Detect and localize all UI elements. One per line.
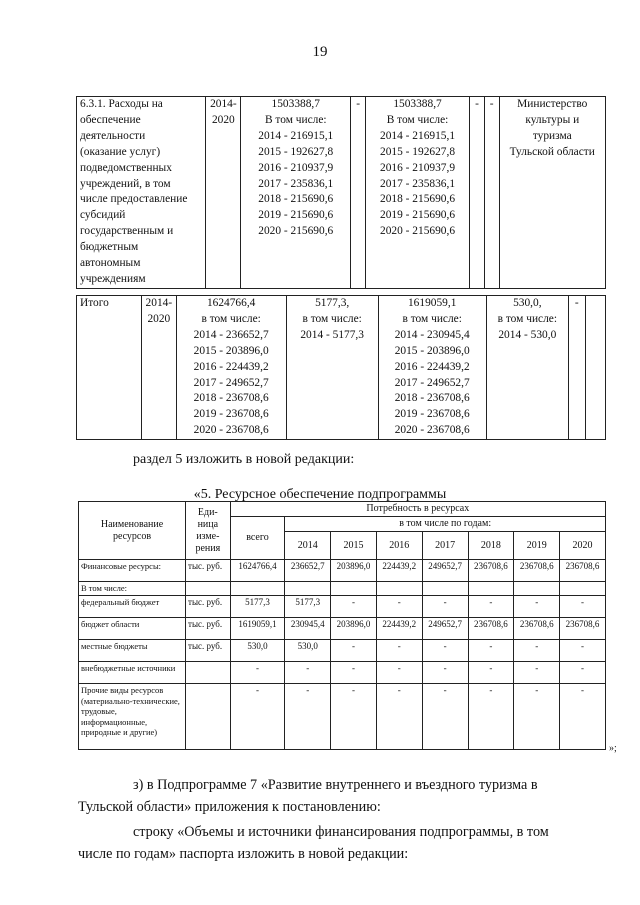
name-line: государственным и <box>80 225 174 238</box>
section-title: «5. Ресурсное обеспечение подпрограммы <box>193 487 447 502</box>
local-line: в том числе: <box>497 312 557 325</box>
total-line: 2019 - 236708,6 <box>193 408 269 421</box>
regional-line: 2018 - 215690,6 <box>380 193 456 206</box>
total-table-row <box>76 295 606 440</box>
row-value <box>422 582 468 596</box>
total-line: 2014 - 216915,1 <box>258 129 334 142</box>
row-value: - <box>376 662 422 684</box>
row-unit: тыс. руб. <box>186 618 231 640</box>
row-value: 236708,6 <box>514 560 560 582</box>
name-line: автономным <box>80 257 141 270</box>
row-value: 5177,3 <box>285 596 331 618</box>
other-cell: - <box>484 97 499 289</box>
total-line: 2016 - 210937,9 <box>258 161 334 174</box>
total-line: 2020 - 236708,6 <box>193 424 269 437</box>
row-value: - <box>468 596 514 618</box>
header-year: 2018 <box>468 532 514 560</box>
table-row <box>79 640 606 662</box>
row-name: В том числе: <box>79 582 186 596</box>
row-total: - <box>230 684 285 750</box>
row-value: - <box>285 684 331 750</box>
row-value: - <box>514 684 560 750</box>
row-name-cell <box>77 97 206 289</box>
federal-line: 2014 - 5177,3 <box>300 328 364 341</box>
row-value: - <box>514 640 560 662</box>
row-name: Финансовые ресурсы: <box>79 560 186 582</box>
table-row <box>79 662 606 684</box>
row-value: 249652,7 <box>422 618 468 640</box>
federal-line: в том числе: <box>302 312 362 325</box>
period-cell <box>206 97 241 289</box>
period-line: 2014- <box>145 297 173 309</box>
page-number: 19 <box>312 44 328 60</box>
executor-line: культуры и <box>525 113 580 126</box>
header-year: 2019 <box>514 532 560 560</box>
total-line: 2014 - 236652,7 <box>193 328 269 341</box>
row-value: 224439,2 <box>376 560 422 582</box>
row-value: - <box>422 640 468 662</box>
row-value: 236708,6 <box>468 618 514 640</box>
header-year: 2017 <box>422 532 468 560</box>
regional-line: 2019 - 236708,6 <box>394 408 470 421</box>
name-line: бюджетным <box>80 241 139 254</box>
header-year: 2016 <box>376 532 422 560</box>
row-value <box>560 582 606 596</box>
row-value <box>514 582 560 596</box>
row-value: 203896,0 <box>331 618 377 640</box>
row-value: 236708,6 <box>468 560 514 582</box>
table-row <box>79 560 606 582</box>
row-value <box>285 582 331 596</box>
row-value: - <box>331 596 377 618</box>
row-unit: тыс. руб. <box>186 596 231 618</box>
total-line: 1503388,7 <box>271 98 320 110</box>
name-line: (оказание услуг) <box>80 145 161 158</box>
table-row <box>79 596 606 618</box>
row-value: - <box>560 662 606 684</box>
regional-line: 2014 - 216915,1 <box>380 129 456 142</box>
row-value: 224439,2 <box>376 618 422 640</box>
row-unit <box>186 582 231 596</box>
expenses-table-row <box>76 96 606 289</box>
row-value: - <box>331 640 377 662</box>
regional-line: 2018 - 236708,6 <box>394 392 470 405</box>
regional-line: 2014 - 230945,4 <box>394 328 470 341</box>
other-cell: - <box>568 296 585 440</box>
period-line: 2020 <box>211 113 235 126</box>
total-line: 1624766,4 <box>206 297 256 309</box>
row-value: - <box>376 684 422 750</box>
row-value: - <box>331 684 377 750</box>
empty-cell <box>585 296 605 440</box>
federal-cell <box>286 296 378 440</box>
row-value: 203896,0 <box>331 560 377 582</box>
executor-line: туризма <box>532 129 572 142</box>
row-value: - <box>560 596 606 618</box>
row-name: бюджет области <box>79 618 186 640</box>
total-line: 2015 - 192627,8 <box>258 145 334 158</box>
closing-quote: »; <box>609 743 617 754</box>
table-row <box>79 618 606 640</box>
total-line: 2020 - 215690,6 <box>258 225 334 238</box>
paragraph-z-line1: з) в Подпрограмме 7 «Развитие внутреннего и въездного туризма в <box>133 777 538 793</box>
period-line: 2020 <box>147 312 171 325</box>
regional-cell <box>365 97 469 289</box>
total-line: 2018 - 236708,6 <box>193 392 269 405</box>
total-line: 2017 - 249652,7 <box>193 376 269 389</box>
name-line: деятельности <box>80 129 146 142</box>
row-value: - <box>422 684 468 750</box>
row-value: - <box>376 596 422 618</box>
row-name: местные бюджеты <box>79 640 186 662</box>
row-value: - <box>468 662 514 684</box>
name-line: субсидий <box>80 209 126 222</box>
total-cell <box>241 97 351 289</box>
total-line: 2016 - 224439,2 <box>193 360 269 373</box>
regional-line: 2017 - 235836,1 <box>380 177 456 190</box>
resources-table <box>78 501 606 750</box>
name-line: числе предоставление <box>80 193 188 206</box>
row-value: - <box>422 596 468 618</box>
row-value: - <box>560 684 606 750</box>
itogo-cell: Итого <box>77 296 142 440</box>
row-total: 530,0 <box>230 640 285 662</box>
executor-cell <box>499 97 605 289</box>
table-row <box>79 684 606 750</box>
total-cell <box>176 296 286 440</box>
row-value: - <box>514 596 560 618</box>
row-total <box>230 582 285 596</box>
local-line: 2014 - 530,0 <box>498 328 557 341</box>
row-total: - <box>230 662 285 684</box>
row-name: внебюджетные источники <box>79 662 186 684</box>
total-line: В том числе: <box>264 113 327 126</box>
period-cell <box>141 296 176 440</box>
header-year: 2020 <box>560 532 606 560</box>
unit-line: изме- <box>196 530 220 542</box>
header-unit <box>186 502 231 560</box>
paragraph-z-line2: Тульской области» приложения к постановлению: <box>78 799 381 815</box>
regional-line: 2020 - 236708,6 <box>394 424 470 437</box>
row-value <box>376 582 422 596</box>
unit-line: Еди- <box>197 506 218 518</box>
total-line: 2018 - 215690,6 <box>258 193 334 206</box>
regional-line: 2015 - 192627,8 <box>380 145 456 158</box>
executor-line: Тульской области <box>509 145 595 158</box>
paragraph-str-line1: строку «Объемы и источники финансирования подпрограммы, в том <box>133 824 549 840</box>
row-value: 249652,7 <box>422 560 468 582</box>
regional-line: в том числе: <box>402 312 462 325</box>
regional-line: 2019 - 215690,6 <box>380 209 456 222</box>
row-value: - <box>468 640 514 662</box>
header-name: Наименование ресурсов <box>79 502 186 560</box>
executor-line: Министерство <box>517 98 588 110</box>
row-name: Прочие виды ресурсов (материально-технические, трудовые, информационные, природные и другие) <box>79 684 186 750</box>
header-year: 2015 <box>331 532 377 560</box>
table-row <box>79 582 606 596</box>
total-line: 2015 - 203896,0 <box>193 344 269 357</box>
row-total: 1619059,1 <box>230 618 285 640</box>
row-total: 5177,3 <box>230 596 285 618</box>
row-value: - <box>376 640 422 662</box>
unit-line: рения <box>195 542 221 554</box>
row-value: - <box>285 662 331 684</box>
total-line: в том числе: <box>201 312 261 325</box>
row-unit: тыс. руб. <box>186 640 231 662</box>
row-value: 530,0 <box>285 640 331 662</box>
regional-line: 1503388,7 <box>393 98 442 110</box>
row-value: - <box>468 684 514 750</box>
total-line: 2017 - 235836,1 <box>258 177 334 190</box>
regional-line: 2016 - 224439,2 <box>394 360 470 373</box>
regional-line: 1619059,1 <box>407 297 457 309</box>
name-line: обеспечение <box>80 113 141 126</box>
name-line: учреждениям <box>80 272 146 285</box>
row-value: 236652,7 <box>285 560 331 582</box>
regional-line: 2020 - 215690,6 <box>380 225 456 238</box>
federal-cell: - <box>351 97 366 289</box>
row-value: - <box>514 662 560 684</box>
row-name: федеральный бюджет <box>79 596 186 618</box>
row-value <box>468 582 514 596</box>
name-line: подведомственных <box>80 161 172 174</box>
row-value: 236708,6 <box>560 618 606 640</box>
header-by-years: в том числе по годам: <box>285 517 606 532</box>
local-cell <box>486 296 568 440</box>
regional-line: 2016 - 210937,9 <box>380 161 456 174</box>
total-line: 2019 - 215690,6 <box>258 209 334 222</box>
row-value <box>331 582 377 596</box>
local-cell: - <box>470 97 485 289</box>
regional-cell <box>378 296 486 440</box>
row-unit <box>186 684 231 750</box>
row-value: 230945,4 <box>285 618 331 640</box>
row-value: - <box>560 640 606 662</box>
local-line: 530,0, <box>513 297 542 309</box>
paragraph-str-line2: числе по годам» паспорта изложить в новой редакции: <box>78 846 409 862</box>
regional-line: 2017 - 249652,7 <box>394 376 470 389</box>
name-line: 6.3.1. Расходы на <box>80 98 163 110</box>
row-value: 236708,6 <box>560 560 606 582</box>
federal-line: 5177,3, <box>315 297 350 309</box>
row-value: - <box>331 662 377 684</box>
header-year: 2014 <box>285 532 331 560</box>
header-need: Потребность в ресурсах <box>230 502 605 517</box>
period-line: 2014- <box>210 98 237 110</box>
regional-line: 2015 - 203896,0 <box>394 344 470 357</box>
regional-line: В том числе: <box>386 113 449 126</box>
row-value: 236708,6 <box>514 618 560 640</box>
row-total: 1624766,4 <box>230 560 285 582</box>
name-line: учреждений, в том <box>80 177 171 190</box>
header-total: всего <box>230 517 285 560</box>
unit-line: ница <box>197 518 219 530</box>
row-value: - <box>422 662 468 684</box>
section-instruction: раздел 5 изложить в новой редакции: <box>133 452 355 467</box>
row-unit: тыс. руб. <box>186 560 231 582</box>
row-unit <box>186 662 231 684</box>
